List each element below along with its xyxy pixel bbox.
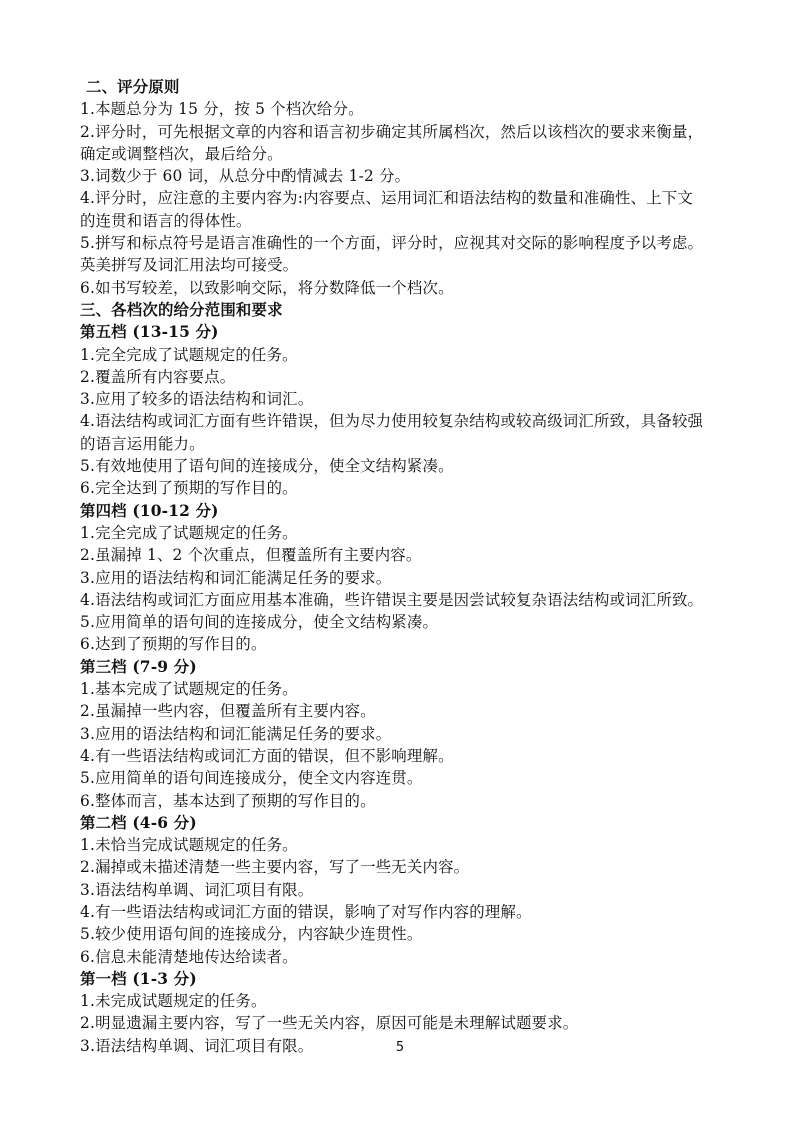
tier-criterion-line: 1.未恰当完成试题规定的任务。 — [80, 836, 298, 855]
principle-line: 2.评分时，可先根据文章的内容和语言初步确定其所属档次，然后以该档次的要求来衡量， — [80, 122, 704, 141]
tier-block — [80, 812, 740, 968]
tier-heading: 第五档 (13-15 分) — [80, 323, 219, 342]
tier-criterion-line: 5.有效地使用了语句间的连接成分，使全文结构紧凑。 — [80, 457, 454, 476]
page-number: 5 — [395, 1040, 405, 1055]
tier-criterion-line: 3.应用的语法结构和词汇能满足任务的要求。 — [80, 568, 392, 587]
tier-criterion-line: 5.应用简单的语句间的连接成分，使全文结构紧凑。 — [80, 613, 439, 632]
principle-line: 英美拼写及词汇用法均可接受。 — [80, 256, 299, 275]
tier-criterion-line: 1.完全完成了试题规定的任务。 — [80, 345, 298, 364]
tier-criterion-line: 1.未完成试题规定的任务。 — [80, 992, 267, 1011]
tier-criterion-line: 5.应用简单的语句间连接成分，使全文内容连贯。 — [80, 769, 423, 788]
tier-heading: 第三档 (7-9 分) — [80, 657, 197, 676]
principle-line: 3.词数少于 60 词，从总分中酌情减去 1-2 分。 — [80, 167, 411, 186]
tier-criterion-line: 2.覆盖所有内容要点。 — [80, 367, 236, 386]
principle-line: 5.拼写和标点符号是语言准确性的一个方面，评分时，应视其对交际的影响程度予以考虑。 — [80, 234, 704, 253]
tier-block — [80, 321, 740, 499]
section-score-tiers — [80, 299, 740, 1057]
tier-criterion-line: 3.语法结构单调、词汇项目有限。 — [80, 1036, 314, 1055]
tier-heading: 第四档 (10-12 分) — [80, 501, 219, 520]
tier-criterion-line: 6.完全达到了预期的写作目的。 — [80, 479, 298, 498]
section-heading: 二、评分原则 — [86, 78, 180, 96]
tier-criterion-line: 4.语法结构或词汇方面有些许错误，但为尽力使用较复杂结构或较高级词汇所致，具备较强 — [80, 412, 704, 431]
tier-criterion-line: 4.有一些语法结构或词汇方面的错误，影响了对写作内容的理解。 — [80, 902, 532, 921]
tier-criterion-line: 6.整体而言，基本达到了预期的写作目的。 — [80, 791, 376, 810]
tier-criterion-line: 3.应用了较多的语法结构和词汇。 — [80, 390, 314, 409]
section-scoring-principles — [80, 76, 740, 299]
tier-criterion-line: 1.完全完成了试题规定的任务。 — [80, 523, 298, 542]
tier-heading: 第一档 (1-3 分) — [80, 969, 197, 988]
principle-line: 1.本题总分为 15 分，按 5 个档次给分。 — [80, 100, 364, 119]
tier-criterion-line: 1.基本完成了试题规定的任务。 — [80, 680, 298, 699]
tier-criterion-line: 6.信息未能清楚地传达给读者。 — [80, 947, 298, 966]
tier-criterion-line: 4.有一些语法结构或词汇方面的错误，但不影响理解。 — [80, 746, 454, 765]
tier-criterion-line: 2.明显遗漏主要内容，写了一些无关内容，原因可能是未理解试题要求。 — [80, 1014, 579, 1033]
principle-line: 6.如书写较差，以致影响交际，将分数降低一个档次。 — [80, 278, 454, 297]
tier-criterion-line: 的语言运用能力。 — [80, 434, 205, 453]
tier-criterion-line: 4.语法结构或词汇方面应用基本准确，些许错误主要是因尝试较复杂语法结构或词汇所致。 — [80, 590, 704, 609]
tier-criterion-line: 3.应用的语法结构和词汇能满足任务的要求。 — [80, 724, 392, 743]
tier-criterion-line: 6.达到了预期的写作目的。 — [80, 635, 267, 654]
section-heading: 三、各档次的给分范围和要求 — [80, 300, 283, 319]
tier-criterion-line: 2.漏掉或未描述清楚一些主要内容，写了一些无关内容。 — [80, 858, 470, 877]
principle-line: 的连贯和语言的得体性。 — [80, 211, 252, 230]
tier-heading: 第二档 (4-6 分) — [80, 813, 197, 832]
principle-line: 确定或调整档次，最后给分。 — [80, 144, 283, 163]
principle-line: 4.评分时，应注意的主要内容为:内容要点、运用词汇和语法结构的数量和准确性、上下文 — [80, 189, 693, 208]
tier-criterion-line: 5.较少使用语句间的连接成分，内容缺少连贯性。 — [80, 925, 423, 944]
tier-criterion-line: 2.虽漏掉一些内容，但覆盖所有主要内容。 — [80, 702, 376, 721]
tier-block — [80, 656, 740, 812]
tier-criterion-line: 2.虽漏掉 1、2 个次重点，但覆盖所有主要内容。 — [80, 546, 422, 565]
tier-criterion-line: 3.语法结构单调、词汇项目有限。 — [80, 880, 314, 899]
tier-block — [80, 500, 740, 656]
